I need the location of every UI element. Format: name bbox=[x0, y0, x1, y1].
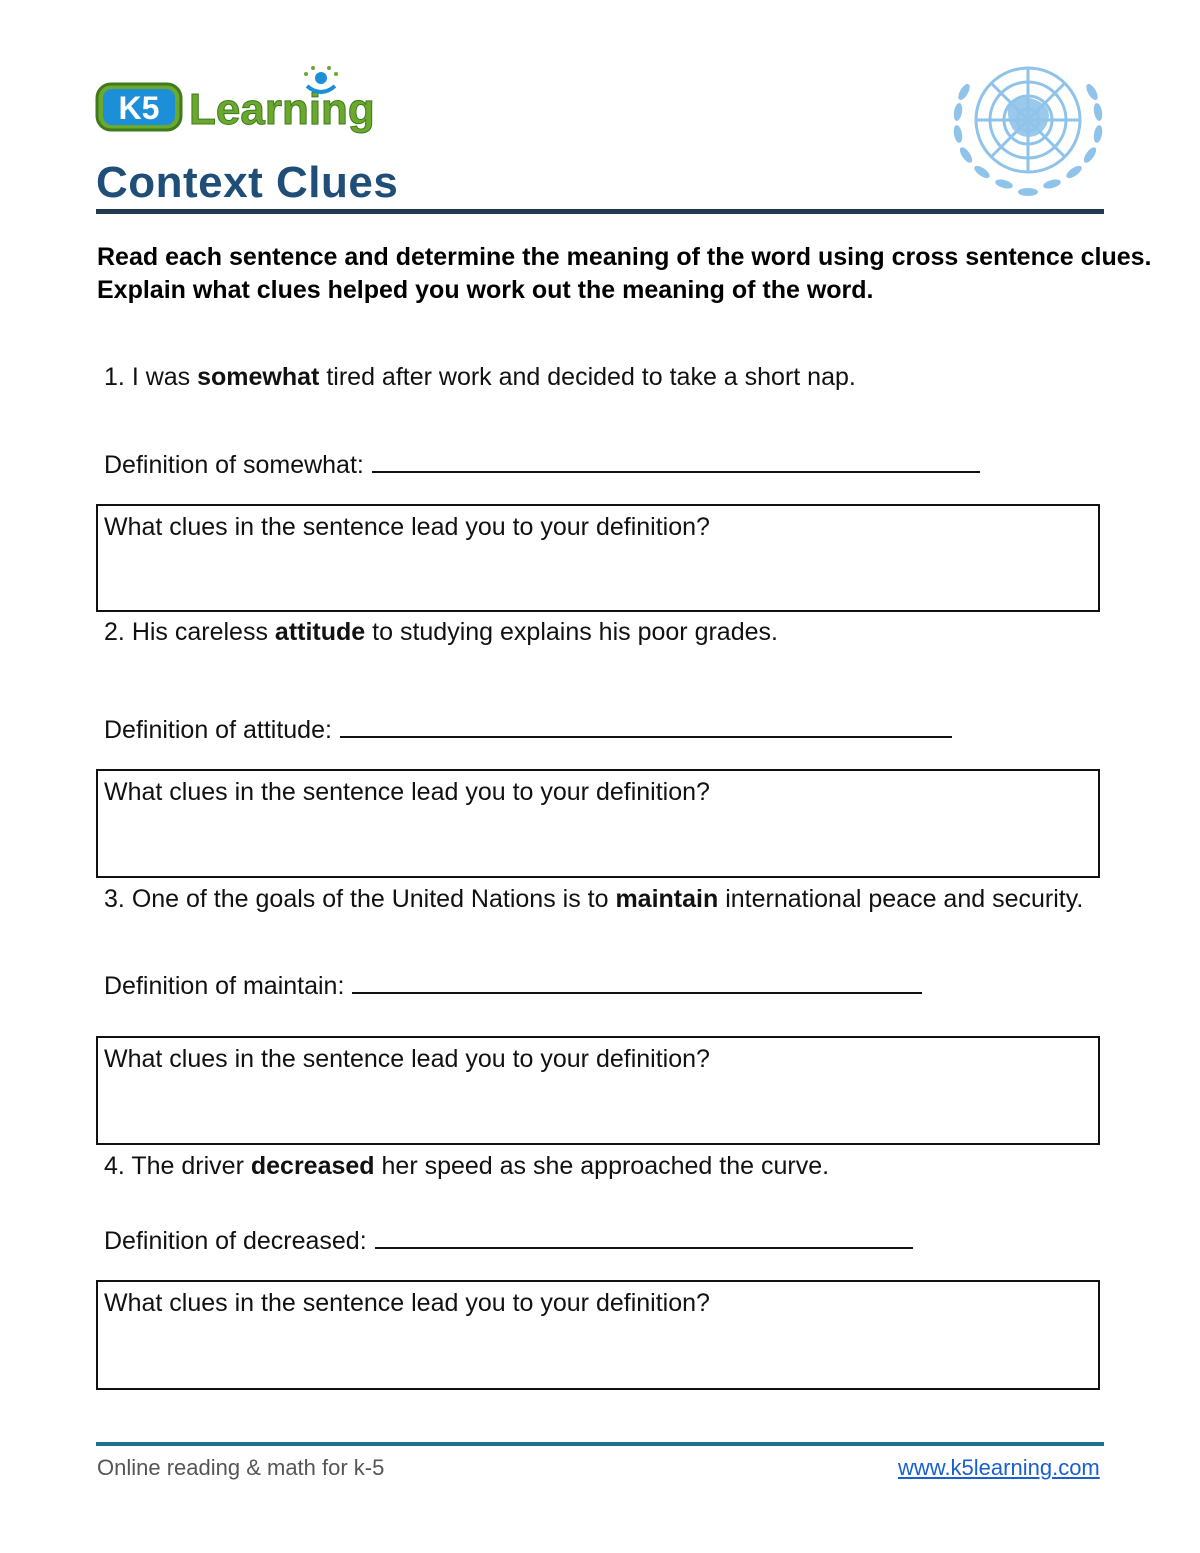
page-title: Context Clues bbox=[96, 158, 399, 207]
question-number: 1. bbox=[104, 363, 125, 391]
footer-website-link[interactable]: www.k5learning.com bbox=[898, 1455, 1100, 1480]
sentence-after: international peace and security. bbox=[725, 885, 1084, 913]
sentence-after: her speed as she approached the curve. bbox=[381, 1152, 830, 1180]
logo-badge-text: K5 bbox=[118, 90, 160, 126]
sentence-before: I was bbox=[131, 363, 191, 391]
clue-prompt: What clues in the sentence lead you to your definition? bbox=[104, 513, 710, 541]
question-2-clue-box[interactable] bbox=[96, 769, 1100, 878]
question-4-definition-row bbox=[104, 1225, 913, 1256]
k5-learning-logo bbox=[95, 64, 385, 142]
definition-answer-line[interactable] bbox=[375, 1225, 913, 1249]
footer-tagline: Online reading & math for k-5 bbox=[97, 1455, 385, 1480]
definition-label: Definition of attitude: bbox=[104, 716, 332, 744]
question-3-definition-row bbox=[104, 970, 922, 1001]
target-word: somewhat bbox=[197, 363, 320, 391]
question-1-definition-row bbox=[104, 449, 980, 480]
sentence-before: His careless bbox=[131, 618, 268, 646]
instructions: Read each sentence and determine the meaning of the word using cross sentence clues. Explain what clues helped you work out the meaning of the word. bbox=[97, 243, 1152, 304]
question-1-clue-box[interactable] bbox=[96, 504, 1100, 612]
clue-prompt: What clues in the sentence lead you to your definition? bbox=[104, 1289, 710, 1317]
question-2-sentence bbox=[104, 617, 1104, 648]
logo-word: Learning bbox=[189, 85, 375, 134]
question-3-clue-box[interactable] bbox=[96, 1036, 1100, 1145]
definition-label: Definition of decreased: bbox=[104, 1227, 367, 1255]
question-number: 2. bbox=[104, 618, 125, 646]
definition-answer-line[interactable] bbox=[340, 714, 952, 738]
sentence-before: The driver bbox=[131, 1152, 244, 1180]
clue-prompt: What clues in the sentence lead you to your definition? bbox=[104, 1045, 710, 1073]
united-nations-emblem-icon bbox=[942, 52, 1114, 202]
footer-divider bbox=[96, 1442, 1104, 1446]
target-word: attitude bbox=[274, 618, 366, 646]
definition-label: Definition of somewhat: bbox=[104, 451, 364, 479]
question-2-definition-row bbox=[104, 714, 952, 745]
question-4-sentence bbox=[104, 1151, 1104, 1182]
target-word: maintain bbox=[615, 885, 719, 913]
sentence-after: tired after work and decided to take a short nap. bbox=[326, 363, 856, 391]
question-1-sentence bbox=[104, 362, 1104, 393]
sentence-before: One of the goals of the United Nations is to bbox=[131, 885, 609, 913]
target-word: decreased bbox=[250, 1152, 375, 1180]
sentence-after: to studying explains his poor grades. bbox=[372, 618, 778, 646]
definition-answer-line[interactable] bbox=[372, 449, 980, 473]
definition-answer-line[interactable] bbox=[352, 970, 922, 994]
question-number: 4. bbox=[104, 1152, 125, 1180]
clue-prompt: What clues in the sentence lead you to your definition? bbox=[104, 778, 710, 806]
title-divider bbox=[96, 209, 1104, 214]
definition-label: Definition of maintain: bbox=[104, 972, 345, 1000]
question-3-sentence bbox=[104, 884, 1104, 915]
question-number: 3. bbox=[104, 885, 125, 913]
question-4-clue-box[interactable] bbox=[96, 1280, 1100, 1390]
